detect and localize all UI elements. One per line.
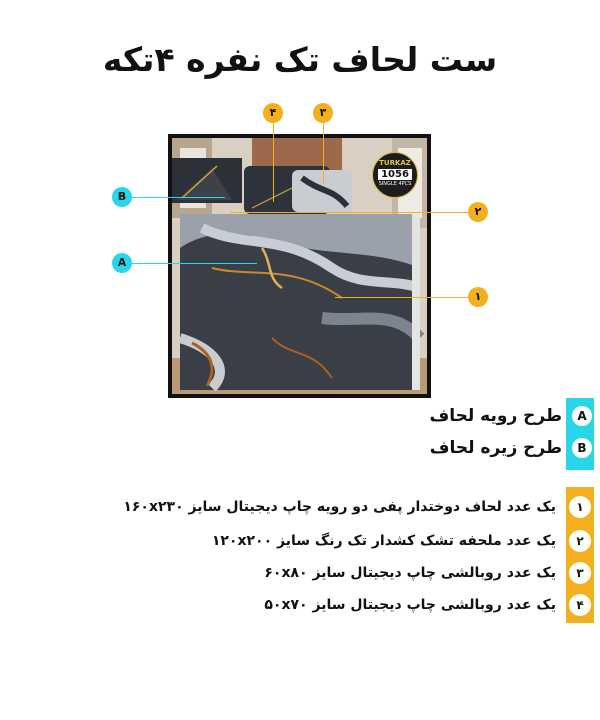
brand-badge [372, 152, 418, 198]
callout-badge-1: ۱ [468, 287, 488, 307]
item-text-4: یک عدد روبالشی چاپ دیجیتال سایز ۵۰x۷۰ [264, 597, 556, 613]
callout-badge-3: ۳ [313, 103, 333, 123]
callout-line-1 [335, 297, 470, 298]
legend-badge-b: B [570, 436, 594, 460]
callout-line-a [132, 263, 257, 264]
legend-badge-a: A [570, 404, 594, 428]
brand-number: 1056 [378, 169, 412, 180]
item-badge-1: ۱ [569, 496, 591, 518]
callout-badge-b: B [112, 187, 132, 207]
item-text-3: یک عدد روبالشی چاپ دیجیتال سایز ۶۰x۸۰ [264, 565, 556, 581]
item-badge-3: ۳ [569, 562, 591, 584]
item-text-2: یک عدد ملحفه تشک کشدار تک رنگ سایز ۱۲۰x۲۰۰ [211, 533, 556, 549]
item-badge-4: ۴ [569, 594, 591, 616]
callout-badge-2: ۲ [468, 202, 488, 222]
brand-subtitle: SINGLE 4PCS [378, 181, 412, 187]
callout-line-3 [323, 122, 324, 184]
callout-badge-4: ۴ [263, 103, 283, 123]
product-photo-frame [168, 134, 431, 398]
item-row-1 [123, 492, 594, 522]
item-row-3 [264, 558, 594, 588]
item-text-1: یک عدد لحاف دوختدار پفی دو رویه چاپ دیجیتال سایز ۱۶۰x۲۳۰ [123, 499, 556, 515]
item-row-2 [212, 526, 594, 556]
legend-label-b: طرح زیره لحاف [429, 438, 562, 458]
item-badge-2: ۲ [569, 530, 591, 552]
callout-line-4 [273, 122, 274, 202]
page-title: ست لحاف تک نفره ۴تکه [102, 40, 498, 79]
legend-row-b [430, 434, 594, 462]
item-row-4 [264, 590, 594, 620]
legend-label-a: طرح رویه لحاف [429, 406, 562, 426]
legend-row-a [430, 402, 595, 430]
brand-name: TURKAZ [379, 159, 411, 167]
callout-badge-a: A [112, 253, 132, 273]
callout-line-b [130, 197, 225, 198]
callout-line-2 [230, 212, 470, 213]
